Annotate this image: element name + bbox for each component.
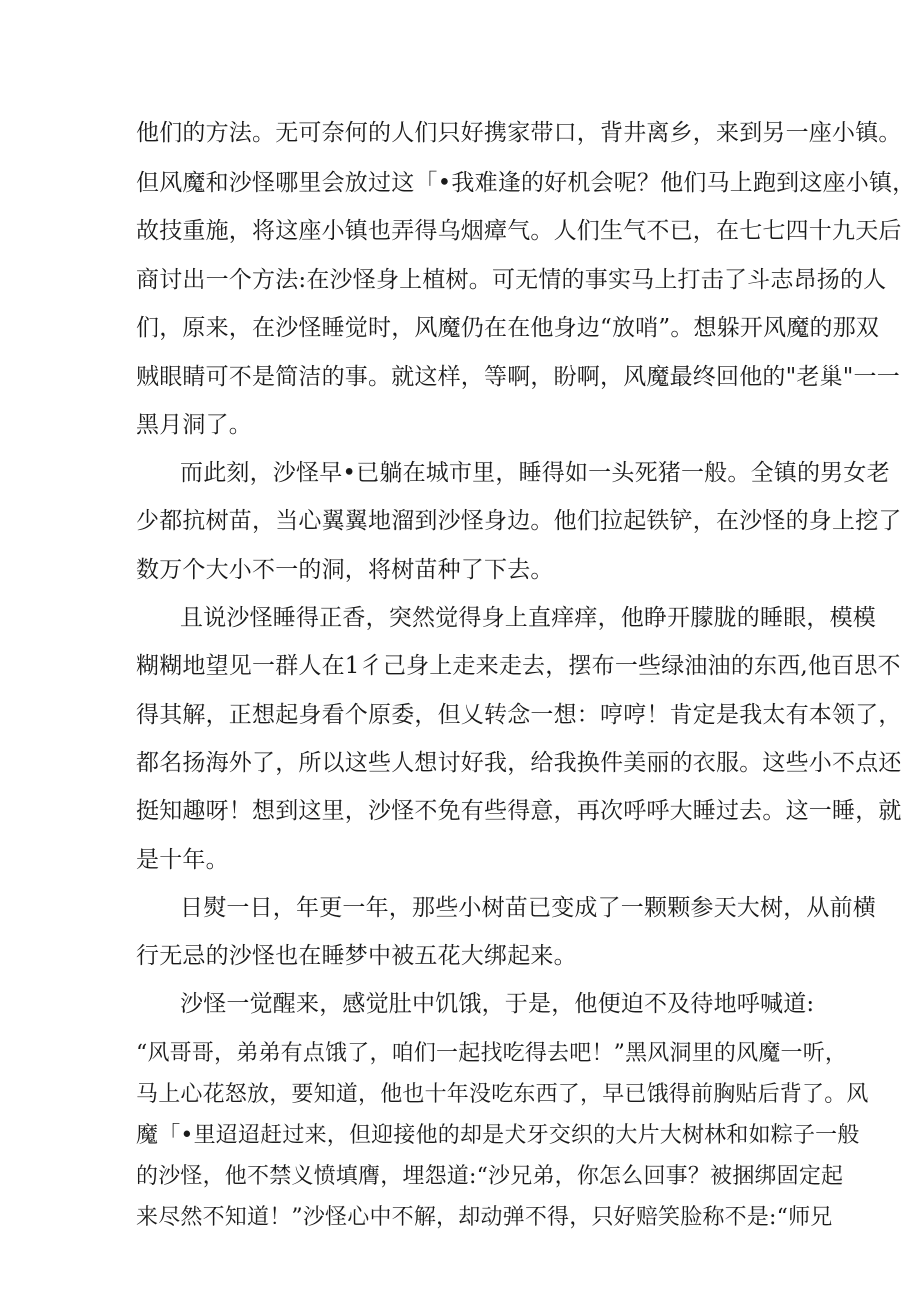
text-line: 黑月洞了。 xyxy=(136,412,252,438)
text-line: 都名扬海外了，所以这些人想讨好我，给我换件美丽的衣服。这些小不点还 xyxy=(136,750,902,776)
text-line: 挺知趣呀！想到这里，沙怪不免有些得意，再次呼呼大睡过去。这一睡，就 xyxy=(136,798,902,824)
text-line: 的沙怪，他不禁义愤填膺，埋怨道:“沙兄弟，你怎么回事？被捆绑固定起 xyxy=(136,1164,844,1189)
text-line: 少都抗树苗，当心翼翼地溜到沙怪身边。他们拉起铁铲，在沙怪的身上挖了 xyxy=(136,508,902,534)
text-line: 且说沙怪睡得正香，突然觉得身上直痒痒，他睁开朦胧的睡眼，模模 xyxy=(180,605,876,631)
text-line: 魔「•里迢迢赶过来，但迎接他的却是犬牙交织的大片大树林和如粽子一般 xyxy=(136,1123,860,1148)
text-line: 来尽然不知道！”沙怪心中不解，却动弹不得，只好赔笑脸称不是:“师兄 xyxy=(136,1205,833,1230)
text-line: 糊糊地望见一群人在1彳己身上走来走去，摆布一些绿油油的东西,他百思不 xyxy=(136,653,901,679)
text-line: 沙怪一觉醒来，感觉肚中饥饿，于是，他便迫不及待地呼喊道: xyxy=(180,991,815,1017)
text-line: 马上心花怒放，要知道，他也十年没吃东西了，早已饿得前胸贴后背了。风 xyxy=(136,1082,869,1107)
text-line: 商讨出一个方法:在沙怪身上植树。可无情的事实马上打击了斗志昂扬的人 xyxy=(136,267,887,293)
text-line: 们，原来，在沙怪睡觉时，风魔仍在在他身边“放哨”。想躲开风魔的那双 xyxy=(136,315,880,341)
text-line: 而此刻，沙怪早•已躺在城市里，睡得如一头死猪一般。全镇的男女老 xyxy=(180,460,890,486)
text-line: 他们的方法。无可奈何的人们只好携家带口，背井离乡，来到另一座小镇。 xyxy=(136,120,902,146)
text-line: 数万个大小不一的洞，将树苗种了下去。 xyxy=(136,557,554,583)
text-line: 是十年。 xyxy=(136,847,229,873)
text-line: 故技重施，将这座小镇也弄得乌烟瘴气。人们生气不已，在七七四十九天后 xyxy=(136,218,902,244)
text-line: “风哥哥，弟弟有点饿了，咱们一起找吃得去吧！”黑风洞里的风魔一听， xyxy=(136,1041,848,1066)
text-line: 贼眼睛可不是简洁的事。就这样，等啊，盼啊，风魔最终回他的"老巢"一一 xyxy=(136,364,900,390)
text-line: 但风魔和沙怪哪里会放过这「•我难逢的好机会呢？他们马上跑到这座小镇， xyxy=(136,170,916,196)
text-line: 得其解，正想起身看个原委，但乂转念一想：哼哼！肯定是我太有本领了， xyxy=(136,702,902,728)
text-line: 日熨一日，年更一年，那些小树苗已变成了一颗颗参天大树，从前横 xyxy=(180,895,876,921)
text-line: 行无忌的沙怪也在睡梦中被五花大绑起来。 xyxy=(136,943,577,969)
